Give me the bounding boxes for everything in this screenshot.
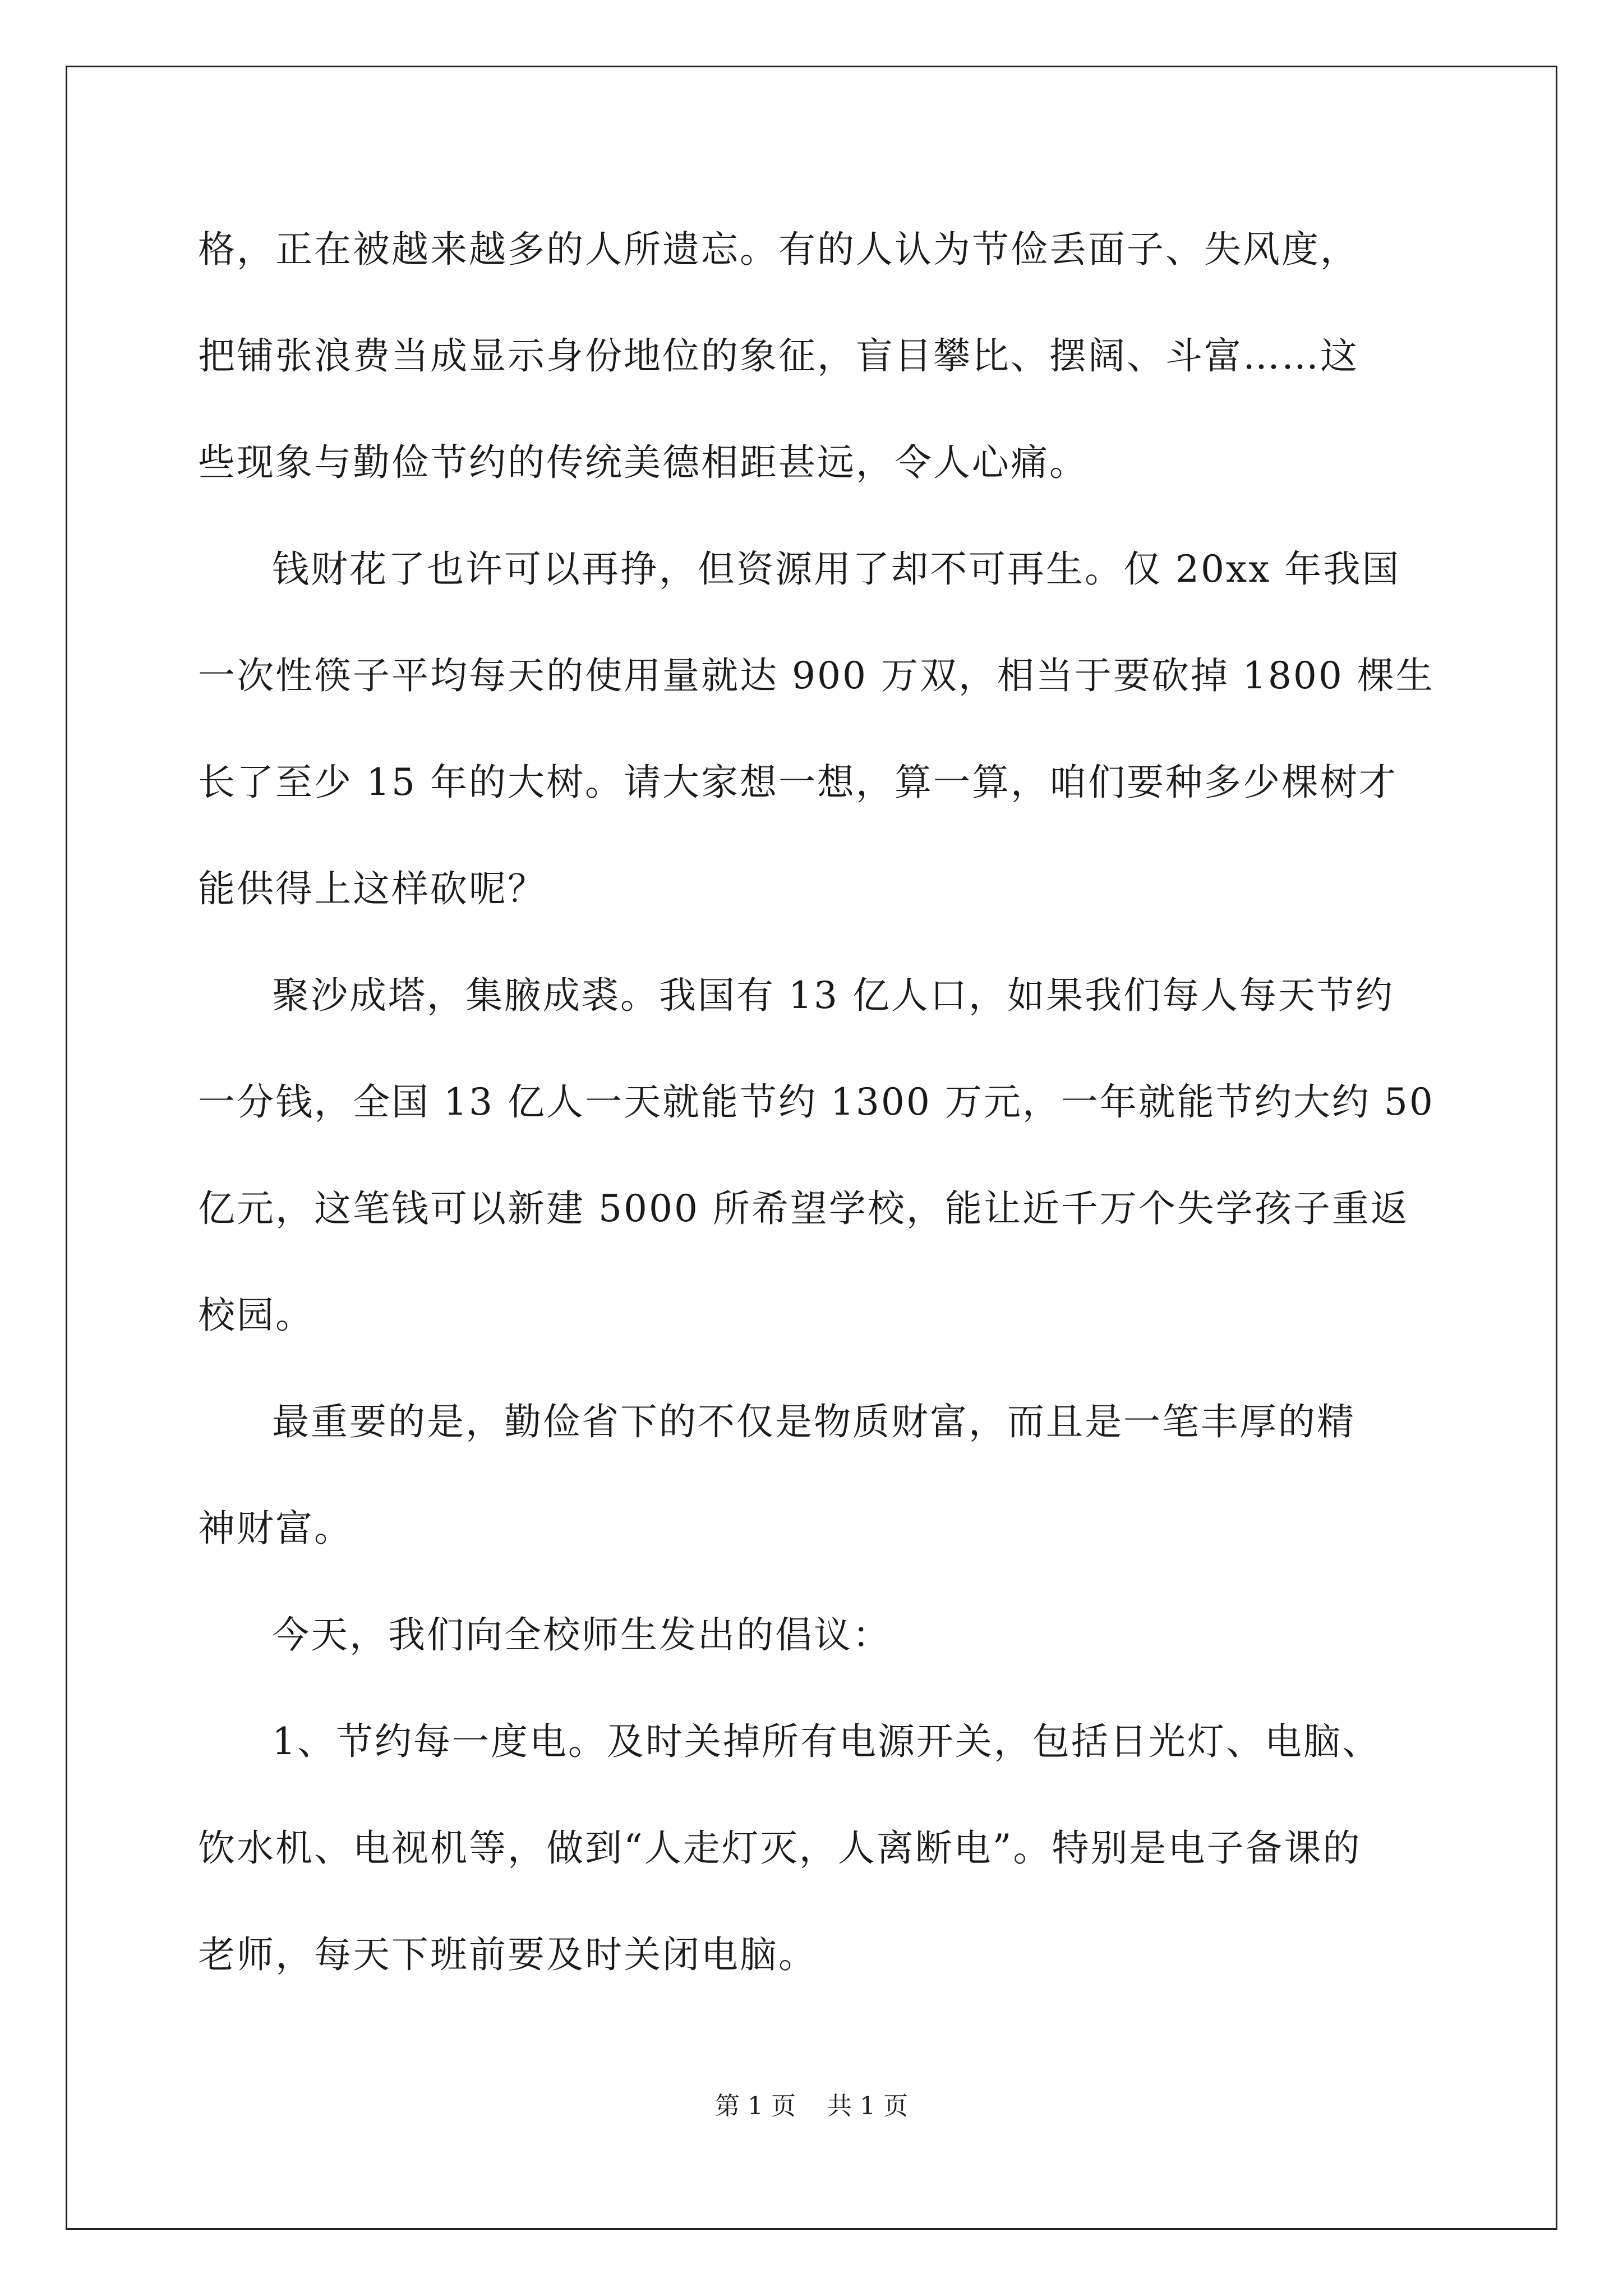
paragraph-start-line: 聚沙成塔，集腋成裘。我国有 13 亿人口，如果我们每人每天节约 [272, 974, 1394, 1017]
text-line: 校园。 [198, 1294, 314, 1337]
paragraph-start-line: 1、节约每一度电。及时关掉所有电源开关，包括日光灯、电脑、 [272, 1720, 1381, 1763]
page-number-current: 第 1 页 [715, 2092, 796, 2120]
text-line: 格，正在被越来越多的人所遗忘。有的人认为节俭丢面子、失风度， [198, 228, 1359, 271]
text-line: 能供得上这样砍呢？ [198, 867, 546, 910]
text-line: 饮水机、电视机等，做到“人走灯灭，人离断电”。特别是电子备课的 [198, 1826, 1362, 1870]
text-line: 老师，每天下班前要及时关闭电脑。 [198, 1933, 817, 1976]
page-number-total: 共 1 页 [827, 2092, 908, 2120]
text-line: 亿元，这笔钱可以新建 5000 所希望学校，能让近千万个失学孩子重返 [198, 1187, 1409, 1230]
paragraph-start-line: 最重要的是，勤俭省下的不仅是物质财富，而且是一笔丰厚的精 [272, 1400, 1355, 1443]
text-line: 长了至少 15 年的大树。请大家想一想，算一算，咱们要种多少棵树才 [198, 761, 1398, 804]
page-footer [0, 2090, 1623, 2123]
text-line: 神财富。 [198, 1507, 353, 1550]
text-line: 一次性筷子平均每天的使用量就达 900 万双，相当于要砍掉 1800 棵生 [198, 654, 1435, 697]
paragraph-start-line: 今天，我们向全校师生发出的倡议： [272, 1613, 891, 1657]
document-body [198, 196, 1435, 2008]
paragraph-start-line: 钱财花了也许可以再挣，但资源用了却不可再生。仅 20xx 年我国 [272, 547, 1401, 591]
text-line: 一分钱，全国 13 亿人一天就能节约 1300 万元，一年就能节约大约 50 [198, 1080, 1435, 1124]
text-line: 些现象与勤俭节约的传统美德相距甚远，令人心痛。 [198, 441, 1088, 484]
text-line: 把铺张浪费当成显示身份地位的象征，盲目攀比、摆阔、斗富……这 [198, 334, 1359, 378]
